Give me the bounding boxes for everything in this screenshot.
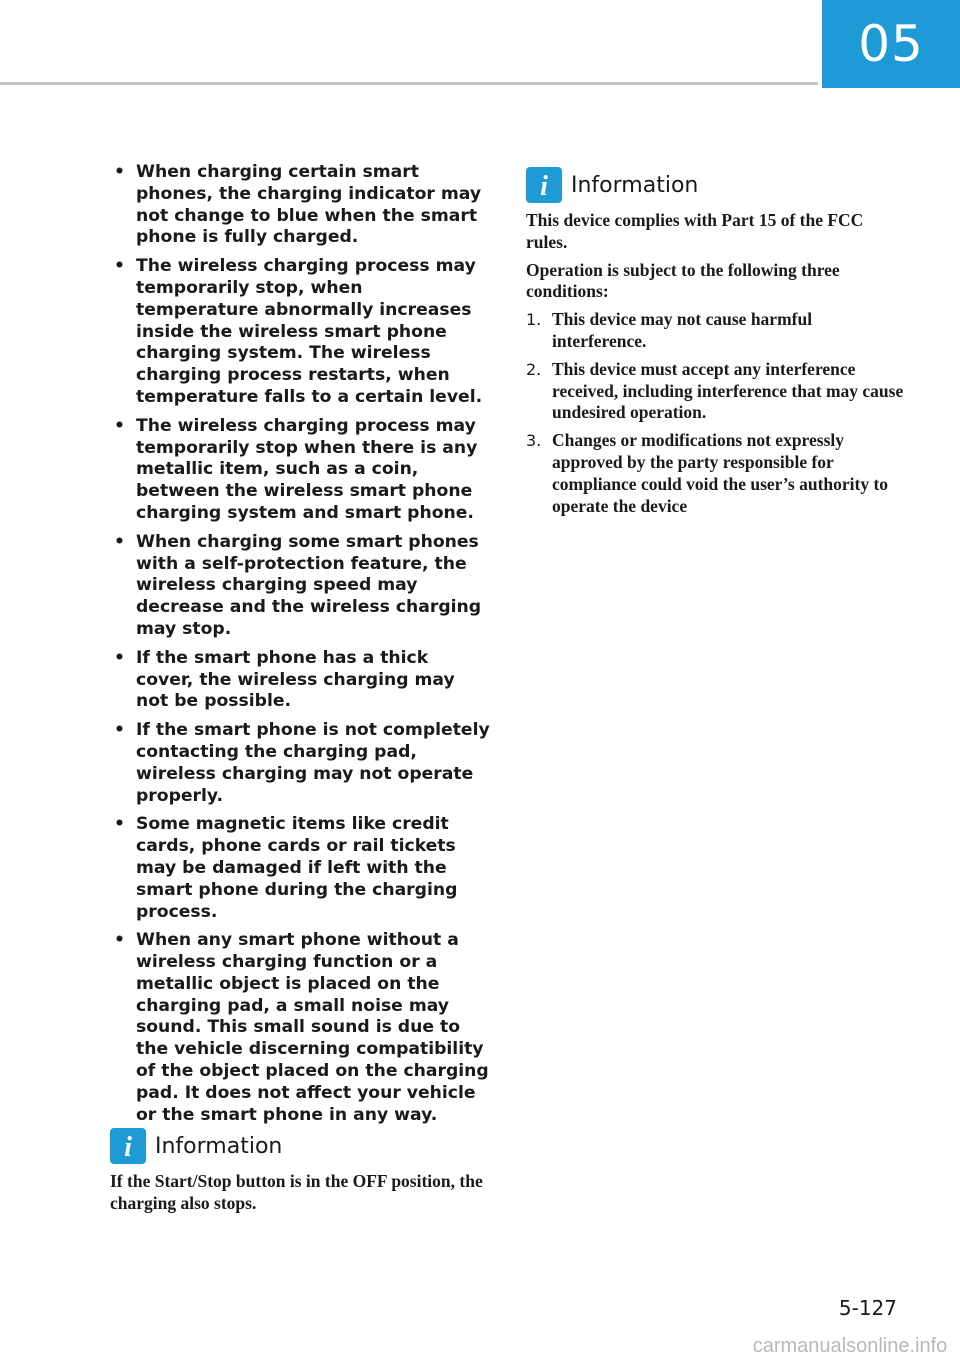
list-item: • When charging certain smart phones, the charging indicator may not change to blue when the smart phone is fully charged.	[114, 162, 482, 248]
information-title: Information	[155, 1133, 283, 1159]
bullet-dot: •	[114, 647, 125, 668]
bullet-dot: •	[114, 531, 125, 552]
chapter-tab	[822, 0, 960, 88]
item-number: 1.	[526, 310, 542, 330]
information-text: If the Start/Stop button is in the OFF position, the charging also stops.	[110, 1171, 483, 1213]
bullet-dot: •	[114, 162, 125, 182]
bullet-dot: •	[114, 930, 125, 951]
page-number: 5-127	[838, 1296, 897, 1320]
list-item: 2. This device must accept any interference received, including interference that may cause undesired operation.	[526, 358, 904, 423]
list-item: 1. This device may not cause harmful interference.	[526, 309, 813, 351]
bullet-dot: •	[114, 415, 125, 436]
bullet-dot: •	[114, 256, 125, 277]
conditions-list	[526, 309, 906, 517]
list-item: • If the smart phone has a thick cover, the wireless charging may not be possible.	[114, 647, 455, 712]
conditions-intro-text: Operation is subject to the following three conditions:	[526, 259, 840, 302]
left-column	[110, 162, 490, 1133]
list-item: • When charging some smart phones with a self-protection feature, the wireless charging speed may decrease and the wireless charging may stop.	[114, 531, 482, 639]
list-item: • The wireless charging process may temporarily stop when there is any metallic item, such as a coin, between the wireless smart phone charging system and smart phone.	[114, 415, 478, 523]
info-icon	[110, 1128, 146, 1164]
bullet-dot: •	[114, 720, 125, 741]
info-icon	[526, 167, 562, 203]
information-title: Information	[571, 172, 699, 198]
list-item: • When any smart phone without a wireless charging function or a metallic object is placed on the charging pad, a small noise may sound. This small sound is due to the vehicle discerning compatibility of the object placed on the charging pad. It does not affect your vehicle or the smart phone in any way.	[114, 930, 489, 1125]
list-item: • The wireless charging process may temporarily stop, when temperature abnormally increases inside the wireless smart phone charging system. The wireless charging process restarts, when temperature falls to a certain level.	[114, 256, 483, 407]
item-number: 3.	[526, 431, 542, 451]
list-item: • If the smart phone is not completely contacting the charging pad, wireless charging may not operate properly.	[114, 720, 490, 806]
information-header	[526, 166, 906, 204]
information-box-left	[110, 1127, 490, 1215]
svg-text:i: i	[540, 171, 548, 202]
info-icon-glyph	[526, 167, 562, 203]
header-rule	[0, 82, 818, 85]
info-icon-glyph	[110, 1128, 146, 1164]
list-item: 3. Changes or modifications not expressly approved by the party responsible for compliance could void the user’s authority to operate the device	[526, 430, 889, 516]
right-column	[526, 166, 906, 523]
watermark: carmanualsonline.info	[752, 1334, 948, 1357]
list-item: • Some magnetic items like credit cards, phone cards or rail tickets may be damaged if left with the smart phone during the charging process.	[114, 814, 458, 922]
caution-bullet-list	[110, 162, 490, 1126]
chapter-number: 05	[858, 15, 924, 73]
svg-text:i: i	[124, 1132, 132, 1163]
bullet-dot: •	[114, 814, 125, 835]
item-number: 2.	[526, 359, 542, 379]
information-header	[110, 1127, 490, 1165]
fcc-compliance-text: This device complies with Part 15 of the FCC rules.	[526, 210, 864, 252]
